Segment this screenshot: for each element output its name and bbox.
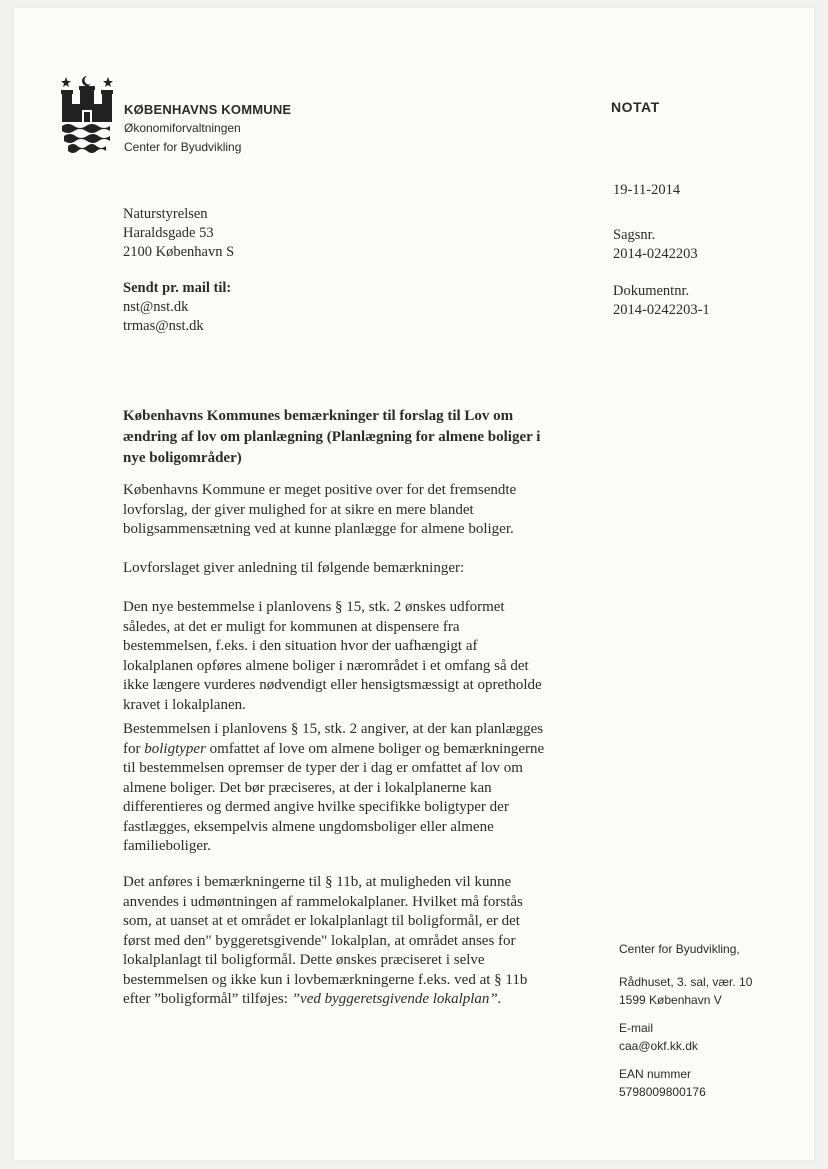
- paragraph-intro: [123, 481, 593, 540]
- document-number-block: [613, 282, 710, 320]
- text-line: først med den" byggeretsgivende" lokalplan, at området anses for: [123, 932, 516, 949]
- text-line: Den nye bestemmelse i planlovens § 15, stk. 2 ønskes udformet: [123, 599, 505, 615]
- recipient-street: Haraldsgade 53: [123, 225, 214, 241]
- text-line: familieboliger.: [123, 838, 211, 854]
- department-name: Økonomiforvaltningen: [124, 121, 241, 135]
- copenhagen-coat-of-arms-icon: [60, 74, 114, 158]
- text-line: differentieres og dermed angive hvilke specifikke boligtyper der: [123, 799, 509, 815]
- document-page: [14, 8, 814, 1160]
- ean-number: 5798009800176: [619, 1085, 706, 1099]
- document-type: NOTAT: [611, 99, 660, 115]
- text-line: til bestemmelsen opremser de typer der i dag er omfattet af lov om: [123, 760, 523, 776]
- document-number-label: Dokumentnr.: [613, 283, 690, 299]
- paragraph-dispensation: [123, 598, 593, 715]
- contact-email-block: [619, 1019, 698, 1055]
- text-line: anvendes i udmøntningen af rammelokalplaner. Hvilket må forstås: [123, 893, 523, 910]
- text-line: boligsammensætning ved at kunne planlægge for almene boliger.: [123, 521, 514, 537]
- text-line: Det anføres i bemærkningerne til § 11b, at muligheden vil kunne: [123, 874, 512, 890]
- email-label: E-mail: [619, 1021, 654, 1035]
- text-line: som, at uanset at et området er lokalplanlagt til boligformål, er det: [123, 913, 520, 929]
- emphasis-boligtyper: boligtyper: [144, 740, 206, 757]
- text-line: fastlægges, eksempelvis almene ungdomsboliger eller almene: [123, 818, 494, 835]
- text-line: Lovforslaget giver anledning til følgende bemærkninger:: [123, 560, 465, 576]
- contact-address: [619, 973, 752, 1009]
- text-line: [123, 740, 593, 760]
- paragraph-housing-types: [123, 720, 593, 857]
- recipient-address: [123, 205, 234, 262]
- heading-line: nye boligområder): [123, 450, 242, 466]
- text-line: bestemmelsen, f.eks. i den situation hvor der uafhængigt af: [123, 638, 478, 654]
- mail-label: Sendt pr. mail til:: [123, 280, 232, 296]
- document-date: 19-11-2014: [613, 182, 681, 198]
- document-heading: [123, 406, 593, 469]
- text-line: bestemmelsen og ikke kun i lovbemærkningerne f.eks. ved at § 11b: [123, 971, 528, 988]
- address-line: 1599 København V: [619, 993, 722, 1007]
- case-number-block: [613, 226, 698, 264]
- text-line: [123, 990, 593, 1010]
- text-fragment: efter ”boligformål” tilføjes:: [123, 991, 292, 1007]
- text-line: Bestemmelsen i planlovens § 15, stk. 2 angiver, at der kan planlægges: [123, 721, 544, 737]
- email-trmas: trmas@nst.dk: [123, 318, 204, 334]
- address-line: Rådhuset, 3. sal, vær. 10: [619, 975, 753, 989]
- paragraph-remarks-intro: [123, 559, 593, 579]
- document-number: 2014-0242203-1: [613, 302, 710, 318]
- contact-ean-block: [619, 1065, 706, 1101]
- text-line: lokalplanen opføres almene boliger i nærområdet i et omfang så det: [123, 657, 529, 674]
- recipient-name: Naturstyrelsen: [123, 206, 208, 222]
- contact-unit: Center for Byudvikling,: [619, 942, 740, 956]
- organization-block: [124, 100, 291, 157]
- contact-email: caa@okf.kk.dk: [619, 1039, 698, 1053]
- text-fragment: for: [123, 740, 145, 757]
- case-number: 2014-0242203: [613, 246, 698, 262]
- text-line: Københavns Kommune er meget positive over for det fremsendte: [123, 482, 517, 498]
- text-line: ikke længere vurderes nødvendigt eller hensigtsmæssigt at opretholde: [123, 677, 542, 693]
- text-fragment: omfattet af love om almene boliger og bemærkningerne: [205, 740, 545, 757]
- org-name: KØBENHAVNS KOMMUNE: [124, 102, 292, 117]
- email-nst: nst@nst.dk: [123, 299, 189, 315]
- text-line: kravet i lokalplanen.: [123, 696, 246, 713]
- paragraph-11b: [123, 873, 593, 1010]
- unit-name: Center for Byudvikling: [124, 140, 242, 154]
- case-number-label: Sagsnr.: [613, 227, 656, 243]
- emphasis-lokalplan: ”ved byggeretsgivende lokalplan”.: [291, 991, 502, 1007]
- recipient-city: 2100 København S: [123, 244, 235, 260]
- heading-line: Københavns Kommunes bemærkninger til forslag til Lov om: [123, 408, 514, 424]
- text-line: lovforslag, der giver mulighed for at sikre en mere blandet: [123, 501, 474, 518]
- text-line: således, at det er muligt for kommunen at dispensere fra: [123, 618, 460, 635]
- ean-label: EAN nummer: [619, 1067, 692, 1081]
- heading-line: ændring af lov om planlægning (Planlægning for almene boliger i: [123, 429, 541, 445]
- mail-recipients: [123, 279, 231, 336]
- text-line: lokalplanlagt til boligformål. Dette ønskes præciseret i selve: [123, 952, 485, 968]
- text-line: almene boliger. Det bør præciseres, at der i lokalplanerne kan: [123, 779, 492, 796]
